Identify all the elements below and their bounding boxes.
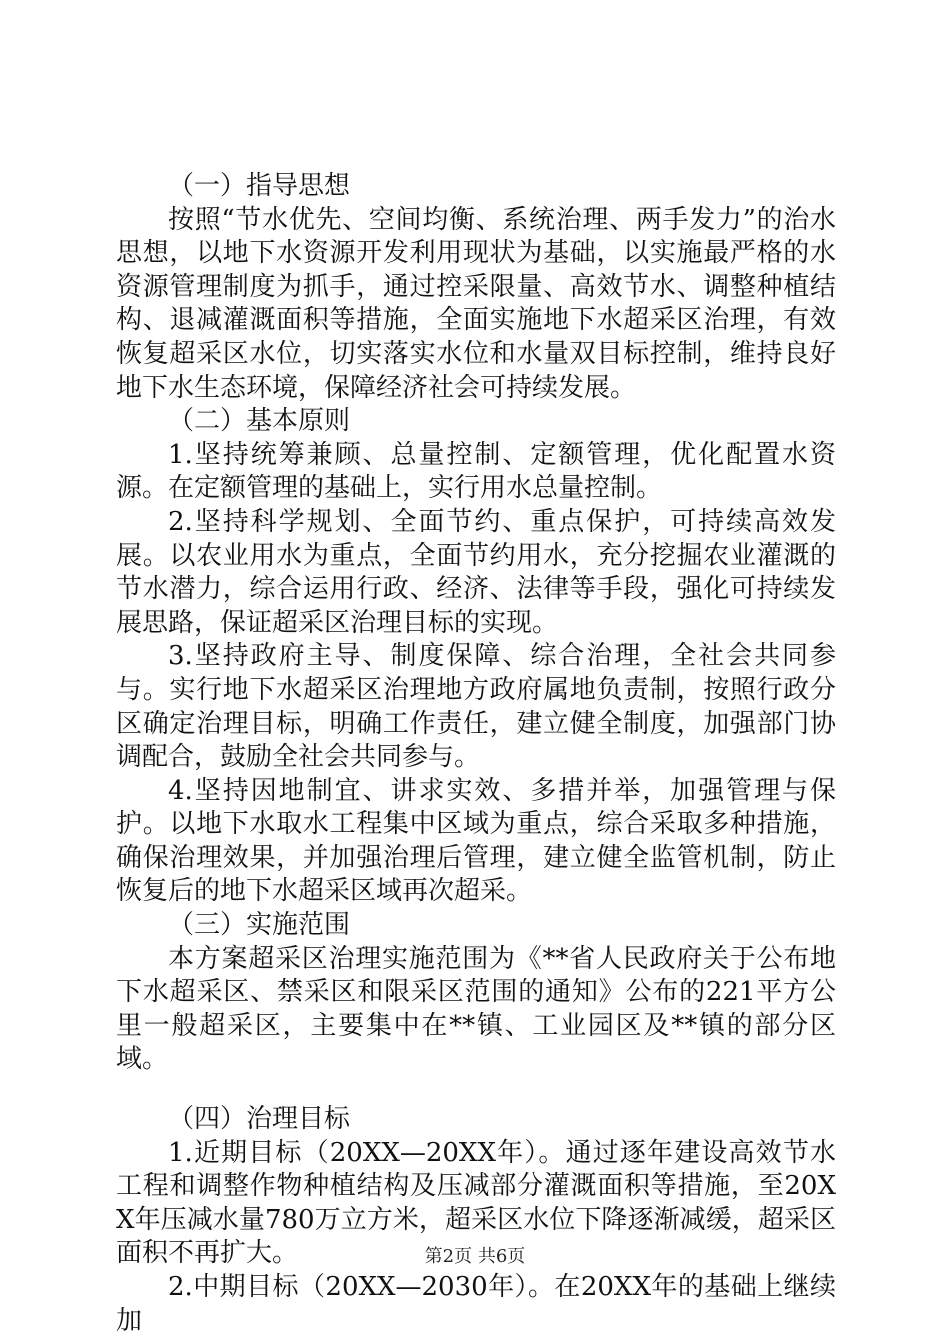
section-heading-principles: （二）基本原则 — [168, 406, 351, 437]
principle-item-2: 2.坚持科学规划、全面节约、重点保护，可持续高效发展。以农业用水为重点，全面节约用水，充分挖掘农业灌溉的节水潜力，综合运用行政、经济、法律等手段，强化可持续发展思路，保证超采区治理目标的实现。 — [116, 506, 836, 638]
principle-item-4: 4.坚持因地制宜、讲求实效、多措并举，加强管理与保护。以地下水取水工程集中区域为重点，综合采取多种措施，确保治理效果，并加强治理后管理，建立健全监管机制，防止恢复后的地下水超采区域再次超采。 — [116, 775, 836, 907]
paragraph-guiding-thought: 按照“节水优先、空间均衡、系统治理、两手发力”的治水思想，以地下水资源开发利用现状为基础，以实施最严格的水资源管理制度为抓手，通过控采限量、高效节水、调整种植结构、退减灌溉面积等措施，全面实施地下水超采区治理，有效恢复超采区水位，切实落实水位和水量双目标控制，维持良好地下水生态环境，保障经济社会可持续发展。 — [116, 204, 836, 403]
target-item-1: 1.近期目标（20XX—20XX年）。通过逐年建设高效节水工程和调整作物种植结构及压减部分灌溉面积等措施，至20XX年压减水量780万立方米，超采区水位下降逐渐减缓，超采区面积不再扩大。 — [116, 1137, 836, 1269]
document-body — [116, 170, 836, 1338]
page-number-footer: 第2页 共6页 — [424, 1246, 526, 1267]
section-heading-guiding-thought: （一）指导思想 — [168, 171, 351, 201]
section-heading-scope: （三）实施范围 — [168, 910, 351, 941]
section-heading-targets: （四）治理目标 — [168, 1104, 351, 1135]
paragraph-scope: 本方案超采区治理实施范围为《**省人民政府关于公布地下水超采区、禁采区和限采区范围的通知》公布的221平方公里一般超采区，主要集中在**镇、工业园区及**镇的部分区域。 — [116, 943, 836, 1075]
paragraph-spacer — [116, 1077, 836, 1103]
target-item-2: 2.中期目标（20XX—2030年）。在20XX年的基础上继续加 — [116, 1272, 836, 1336]
principle-item-1: 1.坚持统筹兼顾、总量控制、定额管理，优化配置水资源。在定额管理的基础上，实行用水总量控制。 — [116, 439, 836, 504]
principle-item-3: 3.坚持政府主导、制度保障、综合治理，全社会共同参与。实行地下水超采区治理地方政府属地负责制，按照行政分区确定治理目标，明确工作责任，建立健全制度，加强部门协调配合，鼓励全社会共同参与。 — [116, 641, 836, 773]
